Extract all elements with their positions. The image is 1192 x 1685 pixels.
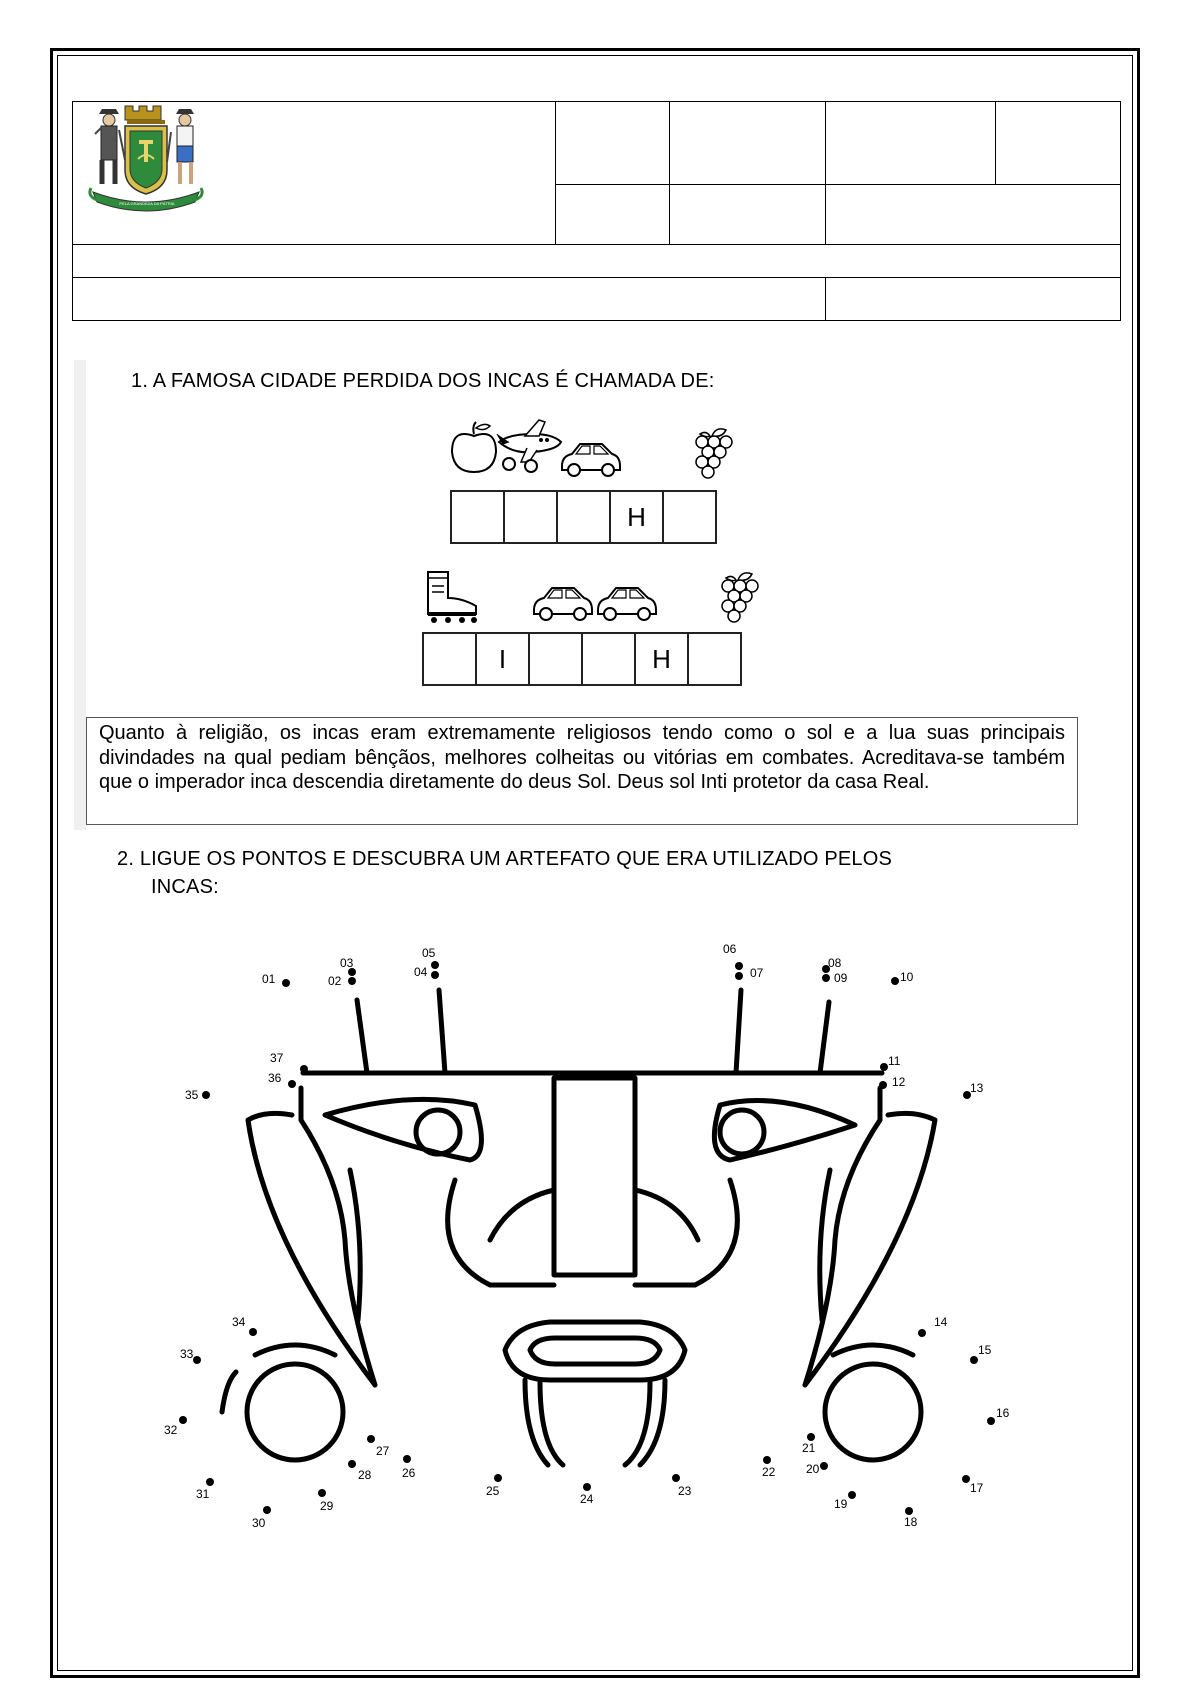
dot-label: 34 bbox=[232, 1315, 246, 1329]
connect-dots bbox=[179, 961, 995, 1515]
dot-label: 03 bbox=[340, 956, 354, 970]
dot-label: 02 bbox=[328, 974, 342, 988]
dot-label: 25 bbox=[486, 1484, 500, 1498]
dot-label: 15 bbox=[978, 1343, 992, 1357]
crest-motto: PELA GRANDEZA DA PÁTRIA bbox=[119, 201, 175, 206]
header-field-cell[interactable] bbox=[669, 101, 826, 185]
letter-box[interactable] bbox=[556, 490, 611, 544]
dot-label: 10 bbox=[900, 970, 914, 984]
dot-label: 35 bbox=[185, 1088, 199, 1102]
dot-label: 33 bbox=[180, 1347, 194, 1361]
dot-label: 26 bbox=[402, 1466, 416, 1480]
header-field-cell[interactable] bbox=[555, 184, 670, 245]
dot-label: 37 bbox=[270, 1051, 284, 1065]
header-field-cell[interactable] bbox=[825, 184, 1121, 245]
letter-box[interactable]: H bbox=[609, 490, 664, 544]
mask-outline bbox=[222, 990, 935, 1465]
dot-label: 23 bbox=[678, 1484, 692, 1498]
header-field-cell[interactable] bbox=[555, 101, 670, 185]
dot-label: 30 bbox=[252, 1516, 266, 1530]
question-2-title-line1: 2. LIGUE OS PONTOS E DESCUBRA UM ARTEFATO QUE ERA UTILIZADO PELOS bbox=[117, 848, 893, 870]
dot-label: 22 bbox=[762, 1465, 776, 1479]
header-student-field[interactable] bbox=[72, 277, 826, 321]
dot-label: 27 bbox=[376, 1444, 390, 1458]
dot-label: 20 bbox=[806, 1462, 820, 1476]
religion-info-text: Quanto à religião, os incas eram extremamente religiosos tendo como o sol e a lua suas principais divindades na qual pediam bênçãos, melhores colheitas ou vitórias em combates. Acreditava-se também que o imperador inca descendia diretamente do deus Sol. Deus sol Inti protetor da casa Real. bbox=[86, 717, 1078, 825]
dot-label: 06 bbox=[723, 942, 737, 956]
dot-label: 13 bbox=[970, 1081, 984, 1095]
answer-row-1 bbox=[450, 490, 717, 544]
dot-label: 36 bbox=[268, 1071, 282, 1085]
letter-box[interactable]: I bbox=[475, 632, 530, 686]
dot-label: 29 bbox=[320, 1499, 334, 1513]
letter-box[interactable] bbox=[662, 490, 717, 544]
dot-label: 32 bbox=[164, 1423, 178, 1437]
decorative-strip bbox=[74, 360, 86, 830]
skate-shoe-icon bbox=[422, 568, 484, 624]
letter-box[interactable] bbox=[528, 632, 583, 686]
grapes-icon bbox=[688, 424, 740, 482]
car-icon bbox=[594, 584, 658, 624]
dot-label: 28 bbox=[358, 1468, 372, 1482]
inca-mask-dot-to-dot bbox=[164, 940, 1030, 1560]
dot-label: 12 bbox=[892, 1075, 906, 1089]
dot-label: 01 bbox=[262, 972, 276, 986]
apple-icon bbox=[448, 420, 502, 476]
header-field-cell[interactable] bbox=[995, 101, 1121, 185]
dot-label: 18 bbox=[904, 1515, 918, 1529]
question-2-title-line2: INCAS: bbox=[151, 876, 219, 898]
dot-label: 07 bbox=[750, 966, 764, 980]
letter-box[interactable] bbox=[687, 632, 742, 686]
grapes-icon bbox=[714, 568, 766, 626]
dot-label: 04 bbox=[414, 965, 428, 979]
letter-box[interactable] bbox=[581, 632, 636, 686]
question-1-title: 1. A FAMOSA CIDADE PERDIDA DOS INCAS É CHAMADA DE: bbox=[131, 370, 715, 392]
header-field-cell[interactable] bbox=[669, 184, 826, 245]
letter-box[interactable] bbox=[422, 632, 477, 686]
dot-label: 05 bbox=[422, 946, 436, 960]
header-name-row[interactable] bbox=[72, 244, 1121, 278]
dot-label: 31 bbox=[196, 1487, 210, 1501]
dot-label: 19 bbox=[834, 1497, 848, 1511]
dot-label: 24 bbox=[580, 1492, 594, 1506]
dot-label: 14 bbox=[934, 1315, 948, 1329]
dot-label: 17 bbox=[970, 1481, 984, 1495]
letter-box[interactable] bbox=[450, 490, 505, 544]
dot-label: 16 bbox=[996, 1406, 1010, 1420]
letter-box[interactable]: H bbox=[634, 632, 689, 686]
dot-label: 21 bbox=[802, 1441, 816, 1455]
car-icon bbox=[530, 584, 594, 624]
airplane-icon bbox=[495, 418, 565, 478]
dot-label: 08 bbox=[828, 956, 842, 970]
header-field-cell[interactable] bbox=[825, 101, 996, 185]
dot-label: 09 bbox=[834, 971, 848, 985]
municipal-coat-of-arms-icon bbox=[85, 104, 207, 214]
header-date-field[interactable] bbox=[825, 277, 1121, 321]
dot-label: 11 bbox=[888, 1054, 901, 1068]
answer-row-2 bbox=[422, 632, 742, 686]
car-icon bbox=[558, 440, 622, 480]
letter-box[interactable] bbox=[503, 490, 558, 544]
